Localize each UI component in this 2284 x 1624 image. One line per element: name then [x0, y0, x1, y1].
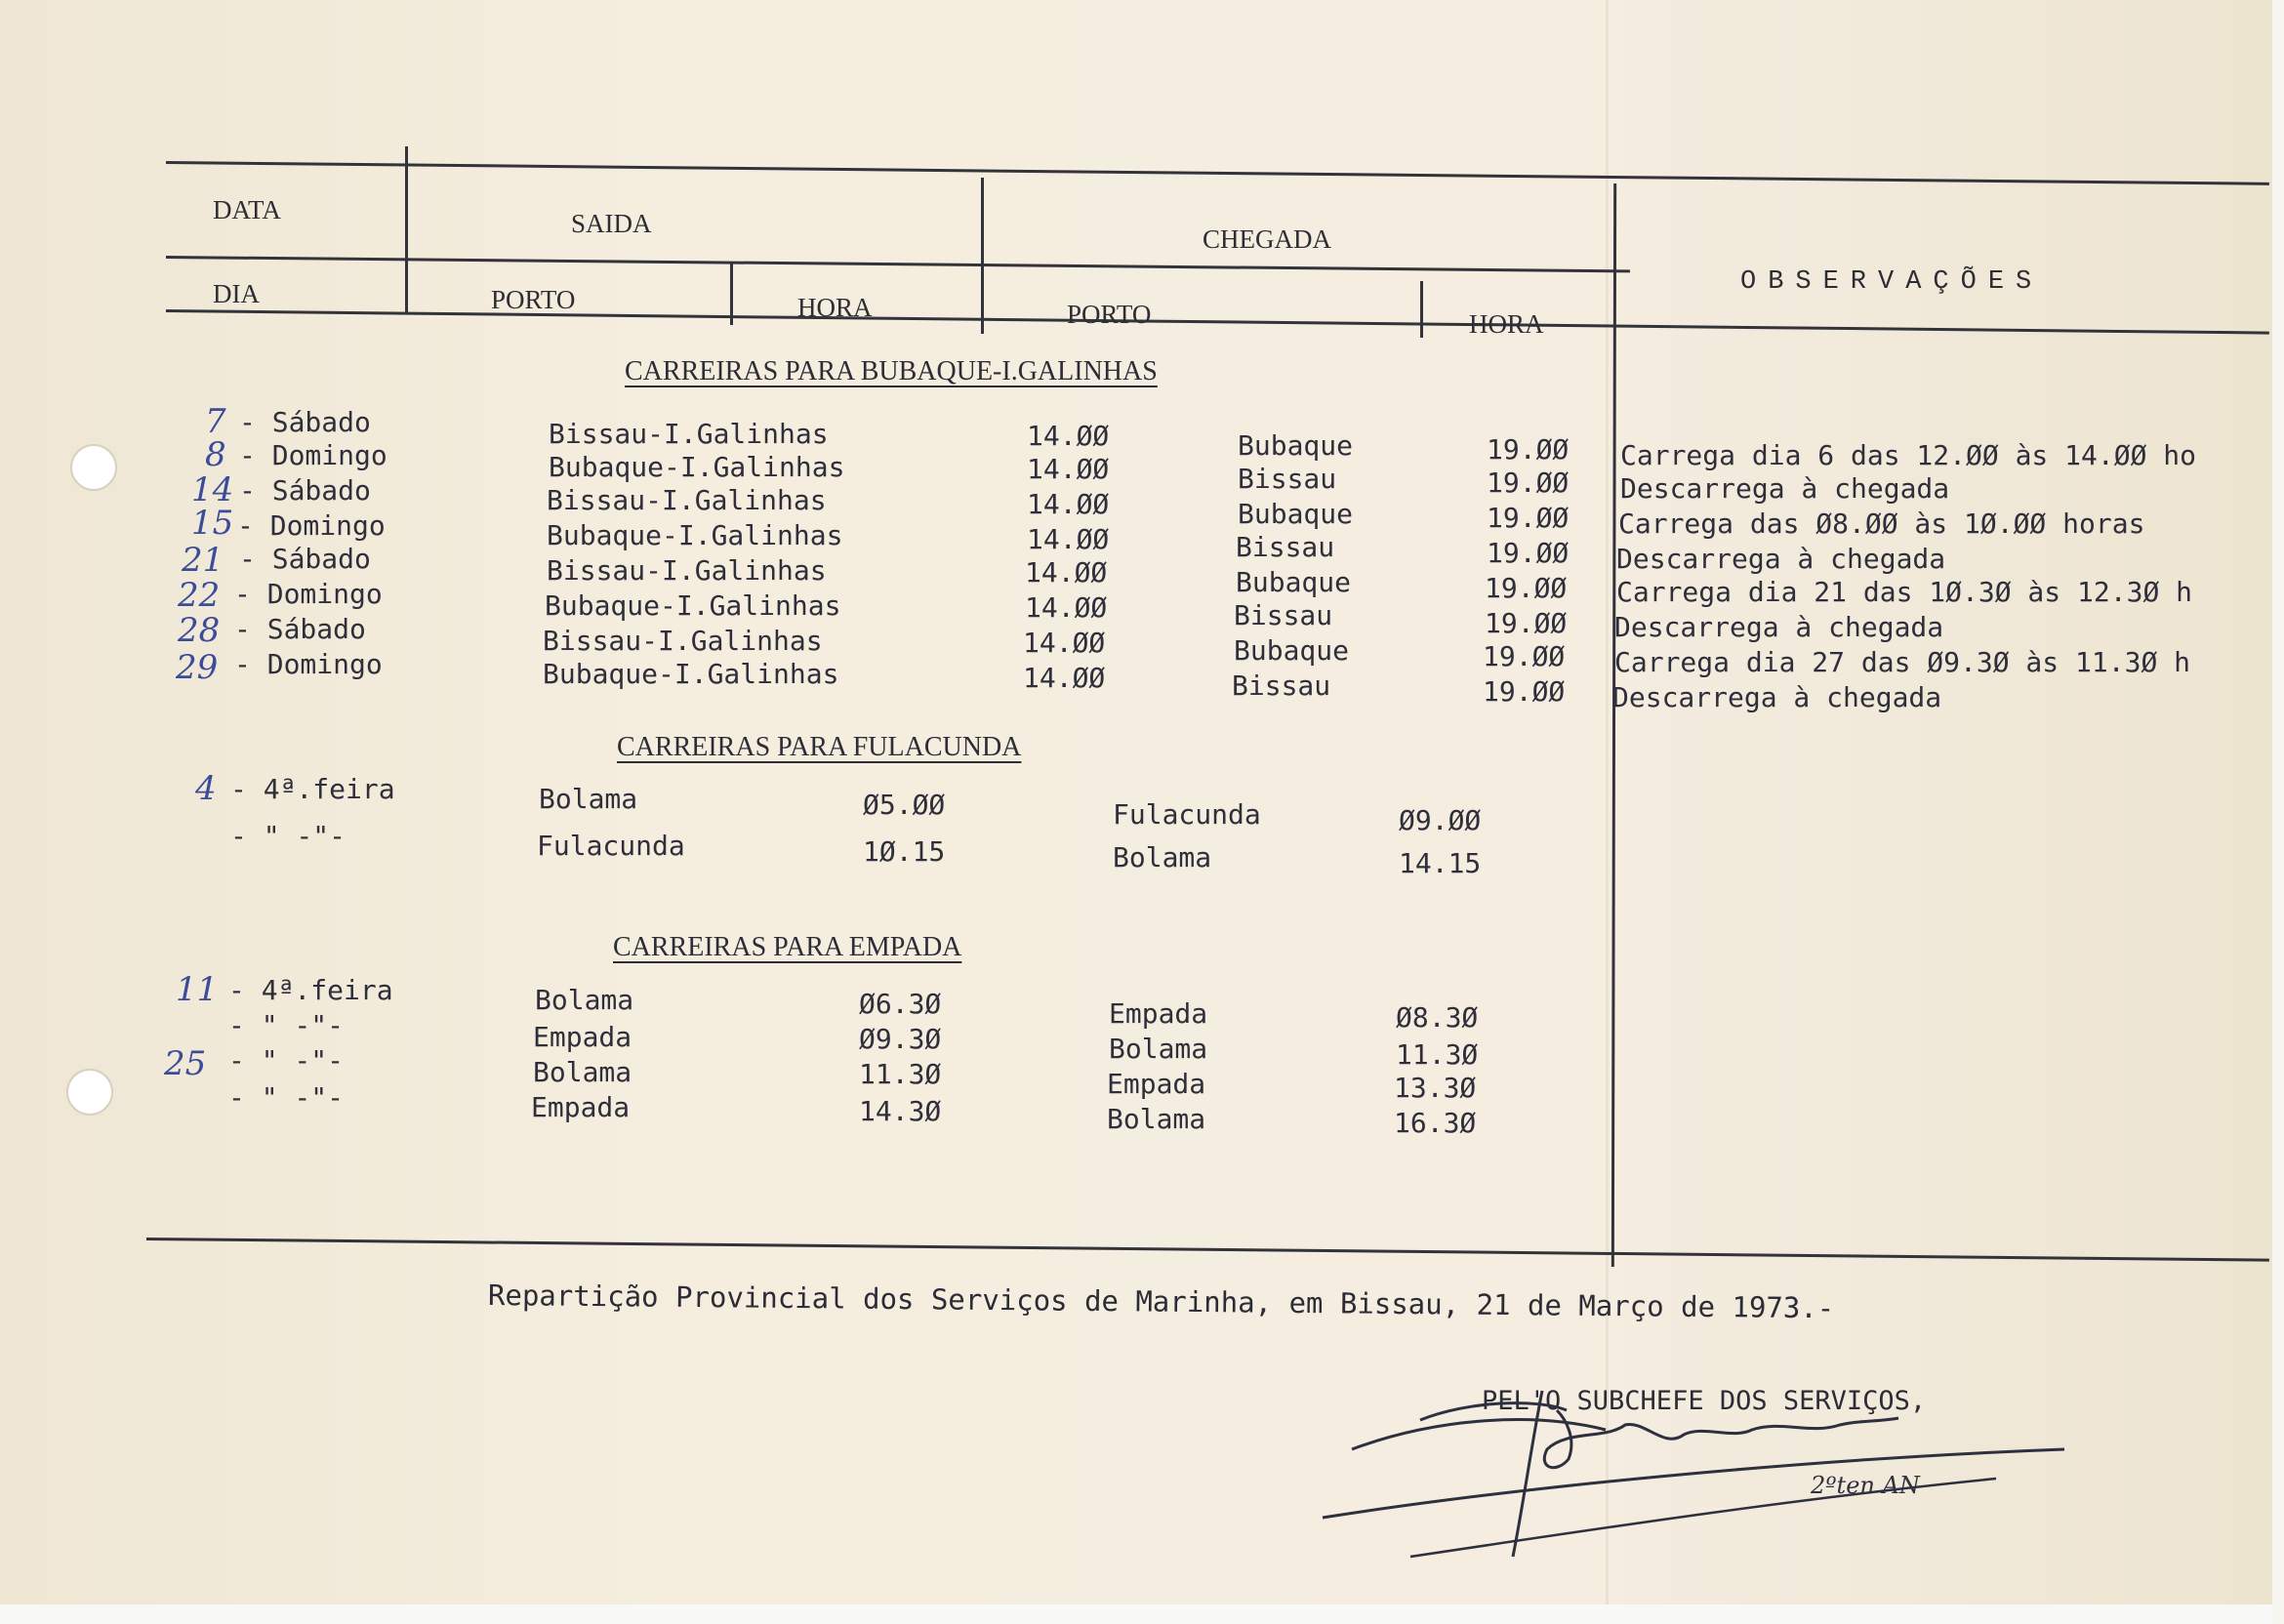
col-sep-saida-chegada — [981, 178, 984, 334]
porto-saida: Bissau-I.Galinhas — [549, 418, 829, 450]
day-handwritten: 21 — [182, 541, 224, 580]
hora-saida: 14.ØØ — [1025, 556, 1108, 589]
hora-chegada: Ø8.3Ø — [1396, 1001, 1479, 1034]
header-saida: SAIDA — [571, 209, 652, 238]
header-porto-saida: PORTO — [491, 285, 576, 314]
hora-saida: 14.ØØ — [1027, 420, 1110, 452]
weekday: - Domingo — [237, 509, 386, 542]
weekday: - Domingo — [239, 439, 387, 471]
header-data: DATA — [213, 195, 281, 224]
hora-chegada: 13.3Ø — [1394, 1072, 1477, 1104]
hora-chegada: 19.ØØ — [1487, 502, 1570, 534]
weekday: - Sábado — [239, 543, 371, 575]
porto-chegada: Bolama — [1107, 1103, 1206, 1135]
hora-chegada: 14.15 — [1399, 847, 1482, 879]
signature-note: 2ºten AN — [1811, 1472, 1920, 1499]
hora-chegada: 19.ØØ — [1487, 537, 1570, 569]
porto-chegada: Bissau — [1236, 531, 1335, 563]
porto-chegada: Bolama — [1113, 841, 1212, 873]
weekday: - " -"- — [228, 1081, 345, 1114]
paper-fold — [1606, 0, 1609, 1604]
weekday: - Domingo — [234, 648, 383, 680]
col-sep-date — [405, 146, 408, 314]
section-title-bubaque: CARREIRAS PARA BUBAQUE-I.GALINHAS — [625, 356, 1158, 386]
hora-chegada: 11.3Ø — [1396, 1038, 1479, 1071]
hora-chegada: 19.ØØ — [1487, 467, 1570, 499]
porto-saida: Fulacunda — [537, 830, 685, 862]
weekday: - Sábado — [239, 406, 371, 438]
observacao: Carrega das Ø8.ØØ às 1Ø.ØØ horas — [1618, 508, 2145, 540]
observacao: Descarrega à chegada — [1612, 681, 1942, 713]
observacao: Carrega dia 21 das 1Ø.3Ø às 12.3Ø h — [1616, 576, 2193, 608]
punch-hole-bottom — [66, 1069, 113, 1116]
header-observacoes: OBSERVAÇÕES — [1740, 267, 2044, 297]
signatory-title: PEL'O SUBCHEFE DOS SERVIÇOS, — [1482, 1386, 1927, 1416]
hora-chegada: 19.ØØ — [1487, 433, 1570, 466]
observacao: Carrega dia 27 das Ø9.3Ø às 11.3Ø h — [1614, 646, 2191, 678]
header-dia: DIA — [213, 279, 260, 308]
weekday: - 4ª.feira — [228, 974, 393, 1006]
day-handwritten: 8 — [205, 435, 226, 474]
hora-chegada: 19.ØØ — [1483, 640, 1566, 672]
porto-saida: Bolama — [533, 1056, 632, 1088]
section-title-empada: CARREIRAS PARA EMPADA — [613, 932, 962, 962]
porto-saida: Bubaque-I.Galinhas — [547, 519, 843, 551]
punch-hole-top — [70, 444, 117, 491]
porto-chegada: Bissau — [1234, 599, 1333, 631]
weekday: - Sábado — [239, 474, 371, 507]
porto-chegada: Bissau — [1238, 463, 1337, 495]
hora-saida: 1Ø.15 — [863, 835, 946, 868]
hora-saida: 14.ØØ — [1025, 591, 1108, 624]
hora-saida: 14.ØØ — [1027, 523, 1110, 555]
hora-saida: 11.3Ø — [859, 1058, 942, 1090]
porto-saida: Bubaque-I.Galinhas — [549, 451, 845, 483]
hora-chegada: 19.ØØ — [1485, 572, 1568, 604]
observacao: Carrega dia 6 das 12.ØØ às 14.ØØ ho — [1620, 439, 2197, 471]
scan-border-bottom — [0, 1604, 2284, 1624]
hora-saida: Ø6.3Ø — [859, 988, 942, 1020]
porto-chegada: Bubaque — [1234, 634, 1350, 667]
header-chegada: CHEGADA — [1203, 224, 1331, 254]
header-hora-saida: HORA — [797, 293, 873, 322]
porto-saida: Empada — [533, 1021, 632, 1053]
col-sep-saida-hora — [730, 262, 733, 325]
weekday: - Sábado — [234, 613, 366, 645]
porto-chegada: Empada — [1109, 997, 1208, 1030]
hora-chegada: Ø9.ØØ — [1399, 804, 1482, 836]
porto-chegada: Fulacunda — [1113, 798, 1261, 831]
hora-chegada: 16.3Ø — [1394, 1107, 1477, 1139]
porto-saida: Bubaque-I.Galinhas — [543, 658, 839, 690]
day-handwritten: 29 — [176, 648, 219, 687]
weekday: - " -"- — [230, 820, 347, 852]
weekday: - Domingo — [234, 578, 383, 610]
observacao: Descarrega à chegada — [1620, 472, 1950, 505]
hora-saida: Ø9.3Ø — [859, 1023, 942, 1055]
day-handwritten: 15 — [191, 504, 234, 543]
observacao: Descarrega à chegada — [1614, 611, 1944, 643]
hora-chegada: 19.ØØ — [1483, 675, 1566, 708]
weekday: - 4ª.feira — [230, 773, 395, 805]
day-handwritten: 11 — [176, 970, 219, 1009]
hora-chegada: 19.ØØ — [1485, 607, 1568, 639]
hora-saida: 14.ØØ — [1027, 453, 1110, 485]
porto-saida: Bissau-I.Galinhas — [547, 484, 827, 516]
day-handwritten: 22 — [178, 576, 221, 615]
weekday: - " -"- — [228, 1044, 345, 1076]
scan-border-right — [2272, 0, 2284, 1624]
handwritten-signature — [1313, 1381, 2074, 1566]
weekday: - " -"- — [228, 1009, 345, 1041]
hora-saida: 14.ØØ — [1027, 488, 1110, 520]
porto-chegada: Bolama — [1109, 1033, 1208, 1065]
footer-place-date: Repartição Provincial dos Serviços de Marinha, em Bissau, 21 de Março de 1973.- — [487, 1279, 1835, 1325]
porto-chegada: Bubaque — [1238, 429, 1354, 462]
porto-chegada: Bubaque — [1238, 498, 1354, 530]
porto-chegada: Bissau — [1232, 670, 1331, 702]
porto-chegada: Bubaque — [1236, 566, 1352, 598]
porto-saida: Bolama — [535, 984, 634, 1016]
hora-saida: 14.ØØ — [1023, 627, 1106, 659]
hora-saida: 14.ØØ — [1023, 662, 1106, 694]
col-sep-chegada-hora — [1420, 281, 1423, 338]
observacao: Descarrega à chegada — [1616, 543, 1946, 575]
hora-saida: Ø5.ØØ — [863, 789, 946, 821]
porto-saida: Empada — [531, 1091, 631, 1123]
porto-saida: Bissau-I.Galinhas — [543, 625, 823, 657]
day-handwritten: 4 — [195, 769, 217, 808]
porto-saida: Bubaque-I.Galinhas — [545, 589, 841, 622]
hora-saida: 14.3Ø — [859, 1095, 942, 1127]
day-handwritten: 25 — [164, 1044, 207, 1083]
header-hora-chegada: HORA — [1469, 309, 1544, 339]
section-title-fulacunda: CARREIRAS PARA FULACUNDA — [617, 732, 1022, 762]
day-handwritten: 28 — [178, 611, 221, 650]
day-handwritten: 7 — [205, 402, 226, 441]
day-handwritten: 14 — [191, 470, 234, 509]
porto-saida: Bissau-I.Galinhas — [547, 554, 827, 587]
header-porto-chegada: PORTO — [1067, 300, 1152, 329]
porto-chegada: Empada — [1107, 1068, 1206, 1100]
porto-saida: Bolama — [539, 783, 638, 815]
